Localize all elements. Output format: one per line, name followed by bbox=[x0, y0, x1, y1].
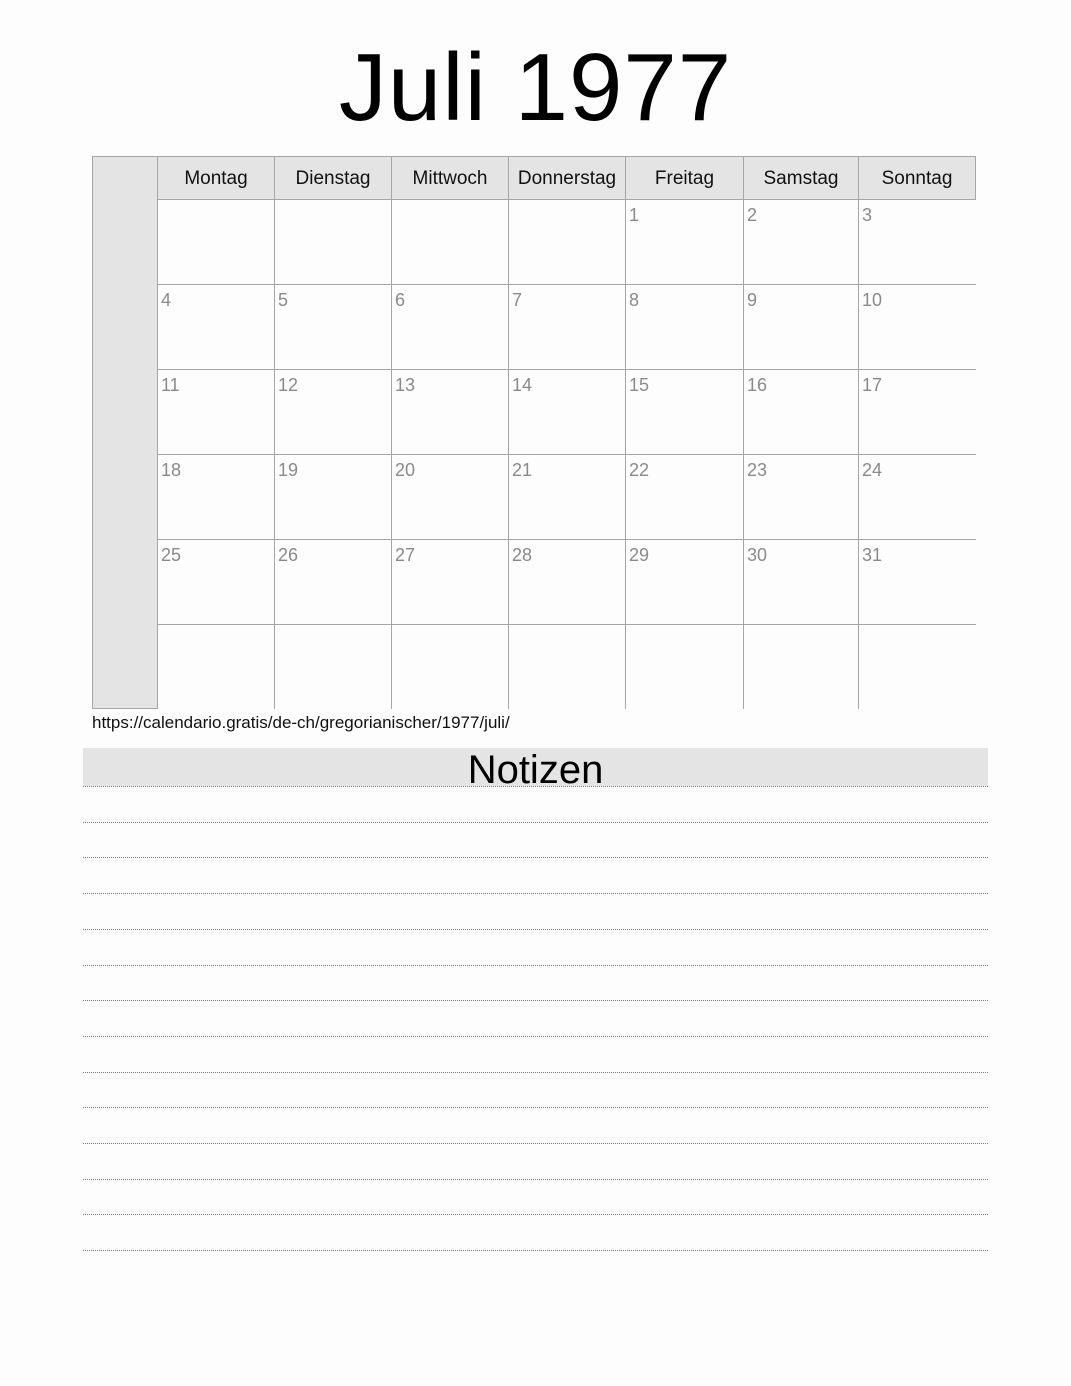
day-cell bbox=[859, 200, 976, 285]
day-cell bbox=[859, 455, 976, 540]
day-cell bbox=[158, 455, 275, 540]
day-cell bbox=[626, 625, 744, 709]
page-title: Juli 1977 bbox=[338, 34, 733, 141]
day-cell bbox=[392, 370, 509, 455]
note-line bbox=[83, 1036, 988, 1037]
note-line bbox=[83, 1214, 988, 1215]
calendar-grid bbox=[92, 156, 976, 709]
day-number: 6 bbox=[395, 290, 406, 310]
day-number: 24 bbox=[862, 460, 883, 480]
day-cell bbox=[859, 285, 976, 370]
day-cell bbox=[859, 540, 976, 625]
note-line bbox=[83, 1000, 988, 1001]
day-cell bbox=[626, 200, 744, 285]
note-line bbox=[83, 965, 988, 966]
note-line bbox=[83, 1107, 988, 1108]
day-cell bbox=[392, 540, 509, 625]
day-cell bbox=[509, 625, 626, 709]
day-cell bbox=[626, 285, 744, 370]
day-number: 4 bbox=[161, 290, 172, 310]
day-number: 25 bbox=[161, 545, 182, 565]
note-line bbox=[83, 1143, 988, 1144]
day-number: 11 bbox=[161, 375, 180, 395]
day-cell bbox=[275, 285, 392, 370]
day-number: 16 bbox=[747, 375, 768, 395]
day-number: 17 bbox=[862, 375, 883, 395]
day-cell bbox=[509, 200, 626, 285]
day-cell bbox=[744, 285, 859, 370]
day-number: 27 bbox=[395, 545, 416, 565]
day-cell bbox=[626, 370, 744, 455]
day-number: 5 bbox=[278, 290, 289, 310]
day-number: 7 bbox=[512, 290, 523, 310]
note-line bbox=[83, 929, 988, 930]
day-cell bbox=[158, 285, 275, 370]
day-cell bbox=[275, 540, 392, 625]
day-cell bbox=[275, 455, 392, 540]
day-cell bbox=[744, 540, 859, 625]
day-number: 21 bbox=[512, 460, 533, 480]
source-url: https://calendario.gratis/de-ch/gregorianischer/1977/juli/ bbox=[92, 713, 510, 732]
day-cell bbox=[859, 370, 976, 455]
day-number: 22 bbox=[629, 460, 650, 480]
day-number: 30 bbox=[747, 545, 768, 565]
day-number: 29 bbox=[629, 545, 650, 565]
weekday-header: Donnerstag bbox=[509, 157, 626, 200]
note-line bbox=[83, 1250, 988, 1251]
day-number: 2 bbox=[747, 205, 758, 225]
weekday-header: Dienstag bbox=[275, 157, 392, 200]
weekday-header: Montag bbox=[158, 157, 275, 200]
note-line bbox=[83, 786, 988, 787]
weekday-header: Samstag bbox=[744, 157, 859, 200]
day-number: 18 bbox=[161, 460, 182, 480]
day-number: 14 bbox=[512, 375, 533, 395]
day-cell bbox=[392, 200, 509, 285]
day-cell bbox=[275, 200, 392, 285]
day-number: 12 bbox=[278, 375, 299, 395]
day-number: 3 bbox=[862, 205, 873, 225]
day-cell bbox=[509, 540, 626, 625]
day-cell bbox=[158, 540, 275, 625]
day-cell bbox=[509, 455, 626, 540]
day-number: 31 bbox=[862, 545, 883, 565]
day-number: 26 bbox=[278, 545, 299, 565]
day-cell bbox=[392, 285, 509, 370]
weekday-header: Mittwoch bbox=[392, 157, 509, 200]
note-line bbox=[83, 857, 988, 858]
day-cell bbox=[392, 455, 509, 540]
day-cell bbox=[744, 370, 859, 455]
day-number: 13 bbox=[395, 375, 416, 395]
day-cell bbox=[626, 455, 744, 540]
day-cell bbox=[392, 625, 509, 709]
day-cell bbox=[158, 625, 275, 709]
note-line bbox=[83, 822, 988, 823]
day-number: 1 bbox=[629, 205, 640, 225]
day-number: 23 bbox=[747, 460, 768, 480]
day-number: 28 bbox=[512, 545, 533, 565]
week-number-column bbox=[93, 157, 158, 708]
day-number: 9 bbox=[747, 290, 758, 310]
day-cell bbox=[744, 625, 859, 709]
day-cell bbox=[859, 625, 976, 709]
day-number: 8 bbox=[629, 290, 640, 310]
notes-heading: Notizen bbox=[83, 748, 988, 786]
day-cell bbox=[509, 370, 626, 455]
day-number: 15 bbox=[629, 375, 650, 395]
day-number: 10 bbox=[862, 290, 883, 310]
day-cell bbox=[744, 455, 859, 540]
day-cell bbox=[744, 200, 859, 285]
day-cell bbox=[275, 370, 392, 455]
day-cell bbox=[275, 625, 392, 709]
day-cell bbox=[158, 370, 275, 455]
note-line bbox=[83, 893, 988, 894]
note-line bbox=[83, 1179, 988, 1180]
day-cell bbox=[509, 285, 626, 370]
weekday-header: Freitag bbox=[626, 157, 744, 200]
day-cell bbox=[626, 540, 744, 625]
note-line bbox=[83, 1072, 988, 1073]
day-number: 20 bbox=[395, 460, 416, 480]
day-cell bbox=[158, 200, 275, 285]
weekday-header: Sonntag bbox=[859, 157, 976, 200]
day-number: 19 bbox=[278, 460, 299, 480]
